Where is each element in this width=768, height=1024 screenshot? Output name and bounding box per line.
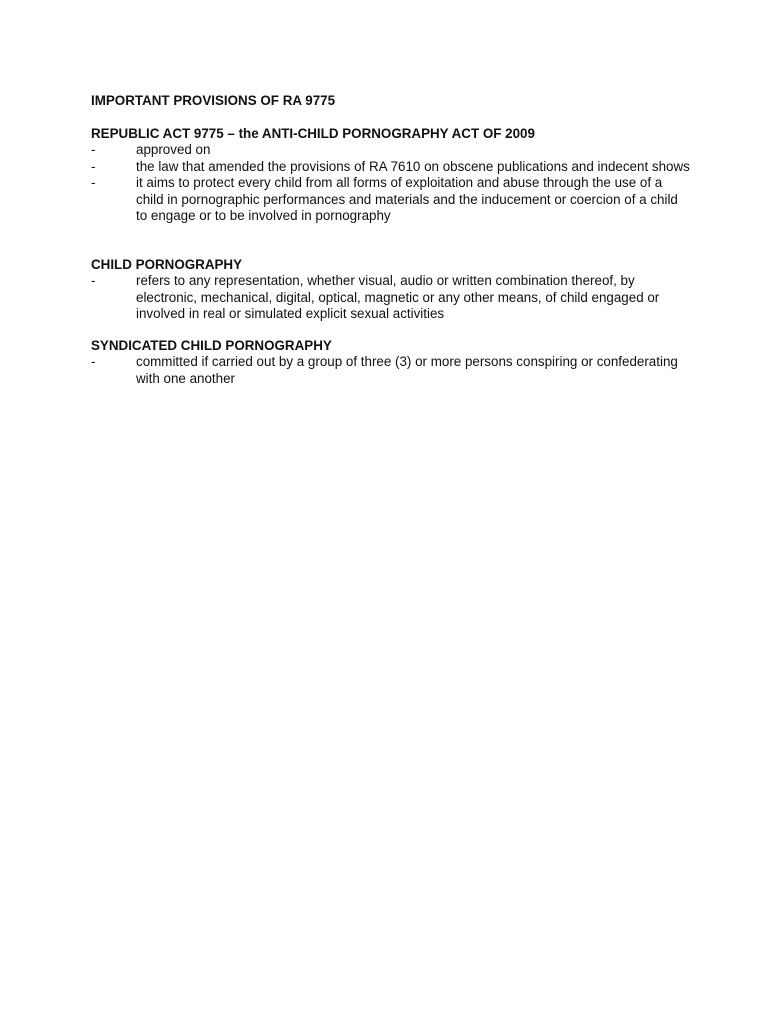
section-heading: CHILD PORNOGRAPHY xyxy=(91,256,243,272)
document-title: IMPORTANT PROVISIONS OF RA 9775 xyxy=(91,93,336,108)
section-child-pornography xyxy=(91,257,691,323)
section-syndicated-child-pornography xyxy=(91,338,691,388)
document-body xyxy=(91,93,691,402)
list-item xyxy=(91,175,691,225)
list-item-text: it aims to protect every child from all forms of exploitation and abuse through the use of a child in pornographic performances and materials and the inducement or coercion of a child to engage or to be involved in pornography xyxy=(136,175,678,223)
section-heading: REPUBLIC ACT 9775 – the ANTI-CHILD PORNOGRAPHY ACT OF 2009 xyxy=(91,125,535,141)
list-item xyxy=(91,273,691,323)
section-republic-act xyxy=(91,126,691,225)
bullet-dash: - xyxy=(91,273,96,288)
list-item xyxy=(91,354,691,387)
list-item xyxy=(91,159,691,176)
list-item-text: the law that amended the provisions of RA 7610 on obscene publications and indecent shows xyxy=(136,158,690,174)
list-item-text: refers to any representation, whether visual, audio or written combination thereof, by electronic, mechanical, digital, optical, magnetic or any other means, of child engaged or involved in real or simulated explicit sexual activities xyxy=(136,273,660,321)
section-heading: SYNDICATED CHILD PORNOGRAPHY xyxy=(91,337,332,353)
list-item xyxy=(91,142,691,159)
list-item-text: approved on xyxy=(136,142,211,157)
list-item-text: committed if carried out by a group of three (3) or more persons conspiring or confederating with one another xyxy=(136,354,678,386)
bullet-dash: - xyxy=(91,354,96,369)
bullet-dash: - xyxy=(91,175,96,190)
bullet-dash: - xyxy=(91,142,96,157)
bullet-dash: - xyxy=(91,158,96,174)
